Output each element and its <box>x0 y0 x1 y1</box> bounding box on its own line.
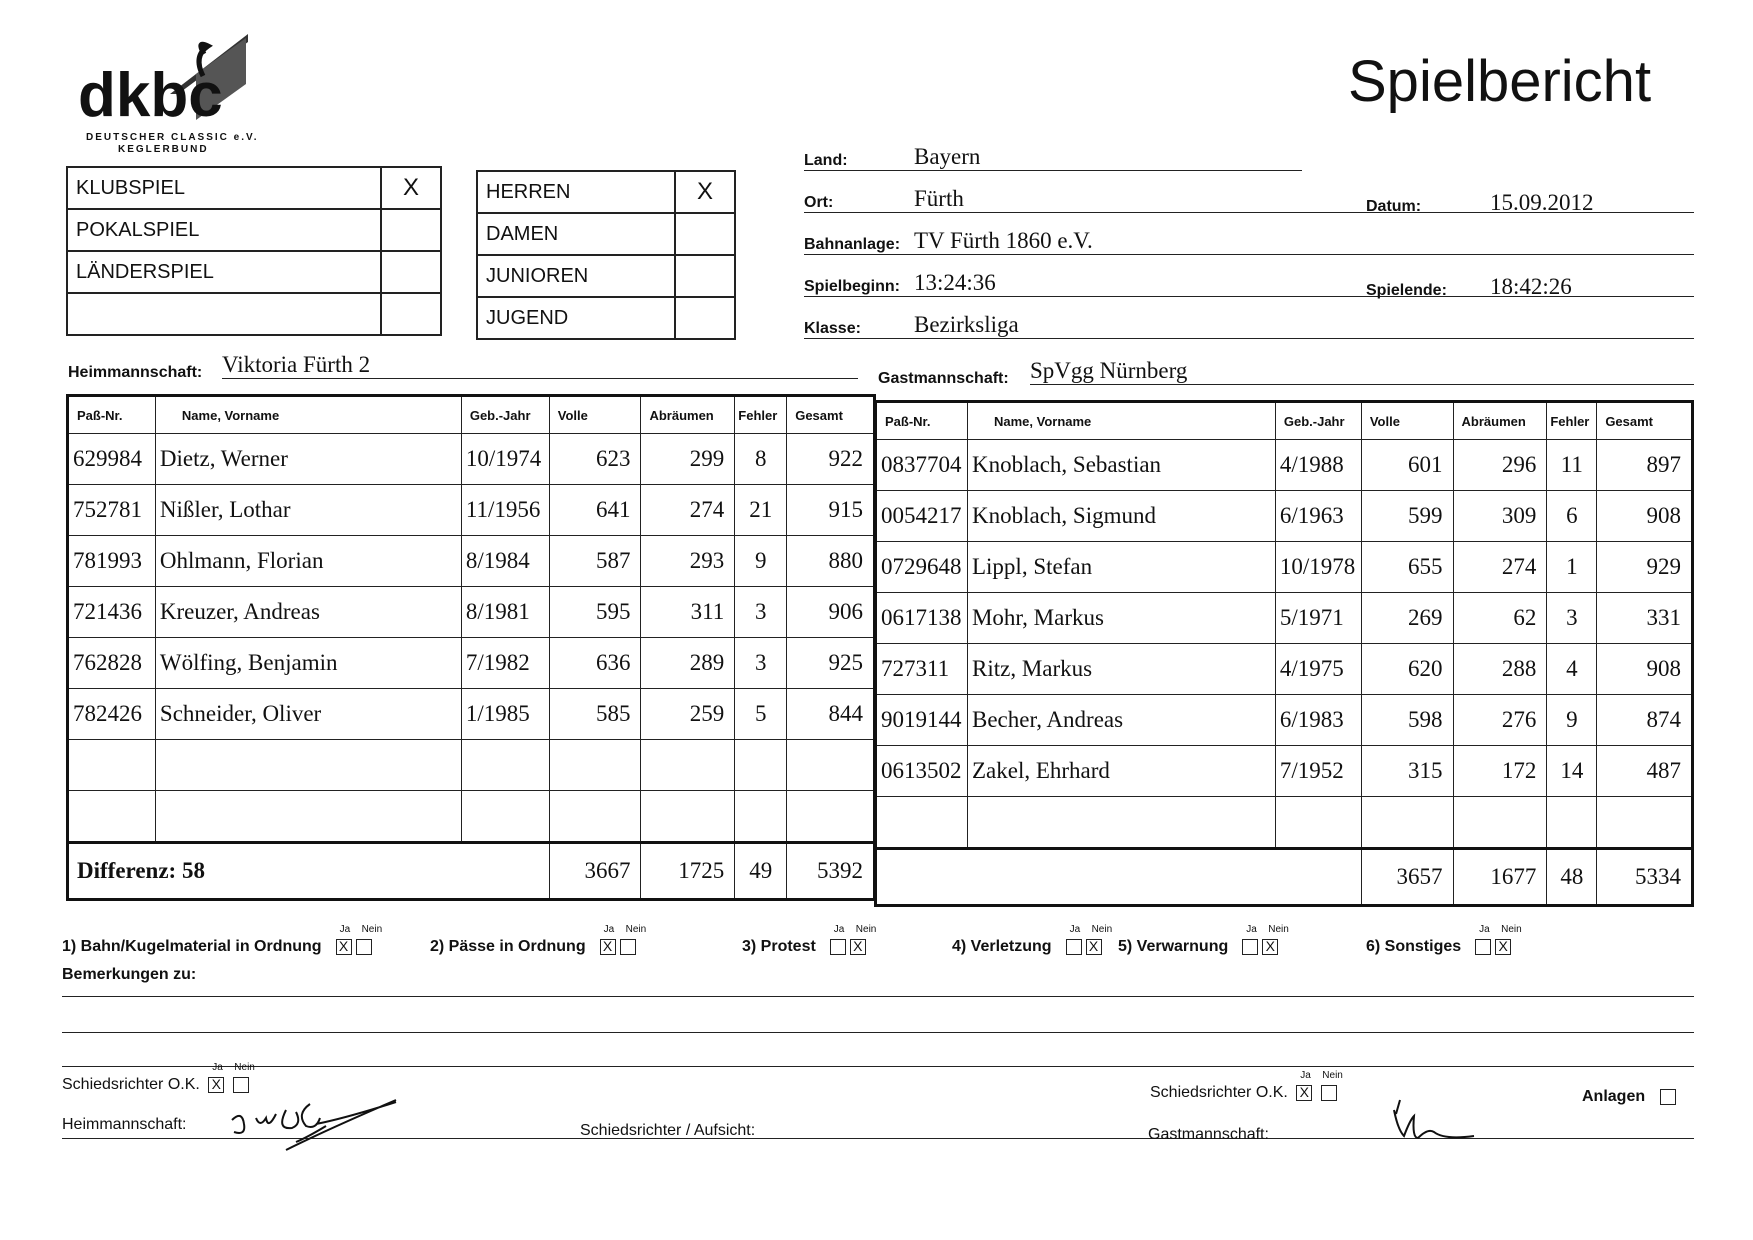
col-header: Name, Vorname <box>967 402 1275 440</box>
klasse-label: Klasse: <box>804 320 861 337</box>
question-nein-checkbox[interactable]: X <box>850 939 866 955</box>
logo-line1: DEUTSCHER CLASSIC e.V. <box>86 132 259 143</box>
home-volle-cell: 623 <box>549 434 641 485</box>
anlagen-text: Anlagen <box>1582 1088 1646 1105</box>
guest-fehler-cell: 4 <box>1547 644 1597 695</box>
home-geb-jahr-cell: 11/1956 <box>461 485 549 536</box>
guest-abraeumen-cell: 172 <box>1453 746 1547 797</box>
guest-geb-jahr-cell: 4/1988 <box>1275 440 1361 491</box>
question-label: 4) Verletzung <box>952 938 1052 955</box>
guest-abraeumen-cell: 274 <box>1453 542 1547 593</box>
anlagen-checkbox[interactable] <box>1660 1089 1676 1105</box>
guest-team-label: Gastmannschaft: <box>878 370 1009 387</box>
guest-fehler-cell: 11 <box>1547 440 1597 491</box>
match-type-label <box>67 293 381 335</box>
question-ja-checkbox[interactable]: X <box>600 939 616 955</box>
guest-player-row <box>876 797 1693 849</box>
guest-geb-jahr-cell: 10/1978 <box>1275 542 1361 593</box>
home-gesamt-cell: 844 <box>787 689 875 740</box>
guest-gesamt-cell: 874 <box>1597 695 1693 746</box>
match-type-label: LÄNDERSPIEL <box>67 251 381 293</box>
ja-label: Ja <box>1479 924 1490 935</box>
question-checkboxes <box>826 924 886 956</box>
home-fehler-cell: 3 <box>735 638 787 689</box>
home-gesamt-cell: 925 <box>787 638 875 689</box>
home-gesamt-cell: 922 <box>787 434 875 485</box>
home-team-label: Heimmannschaft: <box>68 364 203 381</box>
bahnanlage-value: TV Fürth 1860 e.V. <box>804 228 1694 255</box>
guest-volle-cell: 620 <box>1361 644 1453 695</box>
questions-row <box>62 924 1702 968</box>
col-header: Paß-Nr. <box>876 402 968 440</box>
home-totals-row <box>68 843 875 900</box>
spielende-value: 18:42:26 <box>1490 274 1572 299</box>
home-volle-cell: 641 <box>549 485 641 536</box>
guest-totals-empty <box>876 849 1362 906</box>
col-header: Paß-Nr. <box>68 396 156 434</box>
col-header: Abräumen <box>1453 402 1547 440</box>
bahnanlage-label: Bahnanlage: <box>804 236 901 253</box>
home-geb-jahr-cell: 1/1985 <box>461 689 549 740</box>
ja-label: Ja <box>212 1062 223 1073</box>
home-volle-cell: 587 <box>549 536 641 587</box>
home-name-cell: Dietz, Werner <box>155 434 461 485</box>
guest-gesamt-cell: 908 <box>1597 491 1693 542</box>
col-header: Volle <box>1361 402 1453 440</box>
question-checkboxes <box>1238 924 1298 956</box>
home-player-row <box>68 587 875 638</box>
home-name-cell: Nißler, Lothar <box>155 485 461 536</box>
match-type-mark <box>381 251 441 293</box>
ort-label: Ort: <box>804 194 834 211</box>
guest-volle-cell: 315 <box>1361 746 1453 797</box>
home-team-name: Viktoria Fürth 2 <box>222 352 858 379</box>
home-geb-jahr-cell <box>461 791 549 843</box>
ja-label: Ja <box>1069 924 1081 935</box>
guest-volle-cell <box>1361 797 1453 849</box>
guest-volle-cell: 599 <box>1361 491 1453 542</box>
guest-player-row <box>876 593 1693 644</box>
question-label: 3) Protest <box>742 938 816 955</box>
home-fehler-cell: 3 <box>735 587 787 638</box>
nein-label: Nein <box>1322 1070 1343 1081</box>
referee-ok-guest-ja-checkbox[interactable]: X <box>1296 1085 1312 1101</box>
remarks-label: Bemerkungen zu: <box>62 966 197 983</box>
remarks-line-1 <box>62 996 1694 997</box>
guest-abraeumen-cell <box>1453 797 1547 849</box>
guest-abraeumen-cell: 276 <box>1453 695 1547 746</box>
guest-name-cell: Knoblach, Sigmund <box>967 491 1275 542</box>
nein-label: Nein <box>1091 924 1113 935</box>
home-geb-jahr-cell: 7/1982 <box>461 638 549 689</box>
land-value: Bayern <box>804 144 1302 171</box>
home-fehler-cell <box>735 740 787 791</box>
home-geb-jahr-cell: 8/1984 <box>461 536 549 587</box>
datum-label: Datum: <box>1366 198 1422 215</box>
question-nein-checkbox[interactable]: X <box>1495 939 1511 955</box>
col-header: Fehler <box>1547 402 1597 440</box>
guest-geb-jahr-cell: 5/1971 <box>1275 593 1361 644</box>
guest-geb-jahr-cell: 6/1963 <box>1275 491 1361 542</box>
category-mark <box>675 255 735 297</box>
home-gesamt-cell: 915 <box>787 485 875 536</box>
question-checkboxes <box>596 924 656 956</box>
col-header: Abräumen <box>641 396 735 434</box>
question-ja-checkbox[interactable] <box>1242 939 1258 955</box>
guest-player-rows <box>876 440 1693 849</box>
guest-fehler-cell: 14 <box>1547 746 1597 797</box>
guest-total-gesamt: 5334 <box>1597 849 1693 906</box>
home-fehler-cell: 5 <box>735 689 787 740</box>
question-nein-checkbox[interactable]: X <box>1262 939 1278 955</box>
home-abraeumen-cell: 311 <box>641 587 735 638</box>
guest-totals-row <box>876 849 1693 906</box>
home-abraeumen-cell: 293 <box>641 536 735 587</box>
guest-gesamt-cell <box>1597 797 1693 849</box>
guest-name-cell: Ritz, Markus <box>967 644 1275 695</box>
klasse-value: Bezirksliga <box>804 312 1694 339</box>
guest-player-row <box>876 491 1693 542</box>
category-label: JUGEND <box>477 297 675 339</box>
nein-label: Nein <box>234 1062 255 1073</box>
guest-volle-cell: 598 <box>1361 695 1453 746</box>
category-label: JUNIOREN <box>477 255 675 297</box>
guest-geb-jahr-cell: 4/1975 <box>1275 644 1361 695</box>
guest-pass-nr-cell: 0613502 <box>876 746 968 797</box>
home-volle-cell: 585 <box>549 689 641 740</box>
home-total-abraeumen: 1725 <box>641 843 735 900</box>
home-gesamt-cell: 906 <box>787 587 875 638</box>
guest-pass-nr-cell: 727311 <box>876 644 968 695</box>
col-header: Gesamt <box>787 396 875 434</box>
home-pass-nr-cell: 762828 <box>68 638 156 689</box>
datum-value: 15.09.2012 <box>1490 190 1594 215</box>
svg-text:dkbc: dkbc <box>78 61 223 130</box>
home-geb-jahr-cell <box>461 740 549 791</box>
page-title: Spielbericht <box>1348 49 1652 114</box>
home-player-row <box>68 434 875 485</box>
ja-label: Ja <box>833 924 845 935</box>
col-header: Geb.-Jahr <box>1275 402 1361 440</box>
sign-guest-label: Gastmannschaft: <box>1148 1126 1269 1143</box>
home-pass-nr-cell: 721436 <box>68 587 156 638</box>
home-total-volle: 3667 <box>549 843 641 900</box>
home-header-row <box>68 396 875 434</box>
question-item <box>1366 924 1531 956</box>
home-name-cell: Kreuzer, Andreas <box>155 587 461 638</box>
question-nein-checkbox[interactable] <box>620 939 636 955</box>
spielbeginn-label: Spielbeginn: <box>804 278 900 295</box>
remarks-line-3 <box>62 1066 1694 1067</box>
home-player-row <box>68 536 875 587</box>
guest-pass-nr-cell: 0729648 <box>876 542 968 593</box>
question-item <box>1118 924 1298 956</box>
home-volle-cell <box>549 791 641 843</box>
spielende-label: Spielende: <box>1366 282 1447 299</box>
guest-abraeumen-cell: 288 <box>1453 644 1547 695</box>
question-ja-checkbox[interactable] <box>830 939 846 955</box>
category-label: DAMEN <box>477 213 675 255</box>
home-volle-cell: 595 <box>549 587 641 638</box>
question-nein-checkbox[interactable]: X <box>1086 939 1102 955</box>
guest-fehler-cell: 1 <box>1547 542 1597 593</box>
home-abraeumen-cell: 274 <box>641 485 735 536</box>
match-type-mark <box>381 293 441 335</box>
nein-label: Nein <box>361 924 383 935</box>
home-fehler-cell <box>735 791 787 843</box>
col-header: Gesamt <box>1597 402 1693 440</box>
home-player-row <box>68 740 875 791</box>
category-mark <box>675 213 735 255</box>
home-fehler-cell: 21 <box>735 485 787 536</box>
guest-name-cell: Zakel, Ehrhard <box>967 746 1275 797</box>
question-checkboxes <box>1471 924 1531 956</box>
land-label: Land: <box>804 152 848 169</box>
guest-total-fehler: 48 <box>1547 849 1597 906</box>
referee-ok-guest <box>1150 1070 1352 1102</box>
match-type-label: KLUBSPIEL <box>67 167 381 209</box>
home-player-row <box>68 485 875 536</box>
ort-value: Fürth <box>804 186 1694 213</box>
home-pass-nr-cell: 781993 <box>68 536 156 587</box>
nein-label: Nein <box>1501 924 1522 935</box>
question-ja-checkbox[interactable]: X <box>336 939 352 955</box>
col-header: Name, Vorname <box>155 396 461 434</box>
home-pass-nr-cell <box>68 791 156 843</box>
logo-line2: KEGLERBUND <box>118 144 209 155</box>
home-gesamt-cell <box>787 740 875 791</box>
guest-pass-nr-cell <box>876 797 968 849</box>
guest-signature-icon <box>1384 1090 1504 1150</box>
guest-header-row <box>876 402 1693 440</box>
home-player-row <box>68 689 875 740</box>
match-type-mark <box>381 209 441 251</box>
referee-ok-home-ja-checkbox[interactable]: X <box>208 1077 224 1093</box>
col-header: Geb.-Jahr <box>461 396 549 434</box>
guest-name-cell: Mohr, Markus <box>967 593 1275 644</box>
home-score-table <box>66 394 876 901</box>
question-label: 6) Sonstiges <box>1366 938 1462 955</box>
category-box <box>476 170 736 340</box>
question-item <box>430 924 656 956</box>
home-abraeumen-cell: 299 <box>641 434 735 485</box>
col-header: Fehler <box>735 396 787 434</box>
guest-fehler-cell: 9 <box>1547 695 1597 746</box>
home-pass-nr-cell: 629984 <box>68 434 156 485</box>
question-ja-checkbox[interactable] <box>1066 939 1082 955</box>
question-label: 1) Bahn/Kugelmaterial in Ordnung <box>62 938 322 955</box>
home-fehler-cell: 9 <box>735 536 787 587</box>
guest-abraeumen-cell: 62 <box>1453 593 1547 644</box>
home-fehler-cell: 8 <box>735 434 787 485</box>
referee-ok-guest-nein-checkbox[interactable] <box>1321 1085 1337 1101</box>
question-checkboxes <box>1062 924 1122 956</box>
home-player-rows <box>68 434 875 843</box>
home-signature-icon <box>226 1090 426 1160</box>
guest-player-row <box>876 695 1693 746</box>
home-name-cell <box>155 740 461 791</box>
category-mark: X <box>675 171 735 213</box>
home-abraeumen-cell <box>641 791 735 843</box>
guest-gesamt-cell: 331 <box>1597 593 1693 644</box>
home-total-gesamt: 5392 <box>787 843 875 900</box>
category-mark <box>675 297 735 339</box>
ja-label: Ja <box>339 924 351 935</box>
nein-label: Nein <box>1268 924 1289 935</box>
guest-pass-nr-cell: 0617138 <box>876 593 968 644</box>
home-abraeumen-cell: 259 <box>641 689 735 740</box>
guest-name-cell: Lippl, Stefan <box>967 542 1275 593</box>
home-gesamt-cell <box>787 791 875 843</box>
remarks-line-2 <box>62 1032 1694 1033</box>
home-pass-nr-cell: 752781 <box>68 485 156 536</box>
home-name-cell: Wölfing, Benjamin <box>155 638 461 689</box>
match-type-box <box>66 166 442 336</box>
guest-abraeumen-cell: 296 <box>1453 440 1547 491</box>
guest-pass-nr-cell: 0837704 <box>876 440 968 491</box>
home-name-cell <box>155 791 461 843</box>
guest-fehler-cell <box>1547 797 1597 849</box>
anlagen-label <box>1582 1088 1676 1106</box>
referee-ok-label: Schiedsrichter O.K. <box>1150 1084 1288 1101</box>
question-ja-checkbox[interactable] <box>1475 939 1491 955</box>
home-geb-jahr-cell: 10/1974 <box>461 434 549 485</box>
guest-player-row <box>876 644 1693 695</box>
nein-label: Nein <box>855 924 877 935</box>
guest-player-row <box>876 440 1693 491</box>
guest-name-cell: Knoblach, Sebastian <box>967 440 1275 491</box>
question-nein-checkbox[interactable] <box>356 939 372 955</box>
guest-volle-cell: 655 <box>1361 542 1453 593</box>
guest-score-table <box>874 400 1694 907</box>
guest-geb-jahr-cell: 7/1952 <box>1275 746 1361 797</box>
match-type-label: POKALSPIEL <box>67 209 381 251</box>
home-player-row <box>68 638 875 689</box>
home-abraeumen-cell: 289 <box>641 638 735 689</box>
nein-label: Nein <box>625 924 647 935</box>
home-volle-cell <box>549 740 641 791</box>
question-label: 5) Verwarnung <box>1118 938 1229 955</box>
guest-gesamt-cell: 897 <box>1597 440 1693 491</box>
home-geb-jahr-cell: 8/1981 <box>461 587 549 638</box>
home-volle-cell: 636 <box>549 638 641 689</box>
guest-total-abraeumen: 1677 <box>1453 849 1547 906</box>
sign-ref-label: Schiedsrichter / Aufsicht: <box>580 1122 756 1139</box>
home-pass-nr-cell: 782426 <box>68 689 156 740</box>
guest-gesamt-cell: 929 <box>1597 542 1693 593</box>
ja-label: Ja <box>603 924 615 935</box>
guest-pass-nr-cell: 9019144 <box>876 695 968 746</box>
guest-total-volle: 3657 <box>1361 849 1453 906</box>
sign-home-label: Heimmannschaft: <box>62 1116 187 1133</box>
ja-label: Ja <box>1300 1070 1311 1081</box>
question-item <box>952 924 1122 956</box>
match-type-mark: X <box>381 167 441 209</box>
guest-fehler-cell: 6 <box>1547 491 1597 542</box>
home-name-cell: Ohlmann, Florian <box>155 536 461 587</box>
guest-gesamt-cell: 908 <box>1597 644 1693 695</box>
spielbeginn-value: 13:24:36 <box>804 270 1694 297</box>
question-label: 2) Pässe in Ordnung <box>430 938 586 955</box>
home-gesamt-cell: 880 <box>787 536 875 587</box>
ja-label: Ja <box>1246 924 1257 935</box>
referee-ok-label: Schiedsrichter O.K. <box>62 1076 200 1093</box>
guest-gesamt-cell: 487 <box>1597 746 1693 797</box>
guest-volle-cell: 269 <box>1361 593 1453 644</box>
col-header: Volle <box>549 396 641 434</box>
guest-player-row <box>876 542 1693 593</box>
question-checkboxes <box>332 924 392 956</box>
guest-geb-jahr-cell: 6/1983 <box>1275 695 1361 746</box>
home-pass-nr-cell <box>68 740 156 791</box>
difference-label: Differenz: 58 <box>68 843 550 900</box>
home-player-row <box>68 791 875 843</box>
question-item <box>62 924 392 956</box>
guest-fehler-cell: 3 <box>1547 593 1597 644</box>
guest-geb-jahr-cell <box>1275 797 1361 849</box>
question-item <box>742 924 886 956</box>
home-abraeumen-cell <box>641 740 735 791</box>
category-label: HERREN <box>477 171 675 213</box>
guest-player-row <box>876 746 1693 797</box>
guest-name-cell <box>967 797 1275 849</box>
guest-abraeumen-cell: 309 <box>1453 491 1547 542</box>
home-name-cell: Schneider, Oliver <box>155 689 461 740</box>
guest-name-cell: Becher, Andreas <box>967 695 1275 746</box>
home-total-fehler: 49 <box>735 843 787 900</box>
guest-team-name: SpVgg Nürnberg <box>1030 358 1694 385</box>
guest-volle-cell: 601 <box>1361 440 1453 491</box>
guest-pass-nr-cell: 0054217 <box>876 491 968 542</box>
